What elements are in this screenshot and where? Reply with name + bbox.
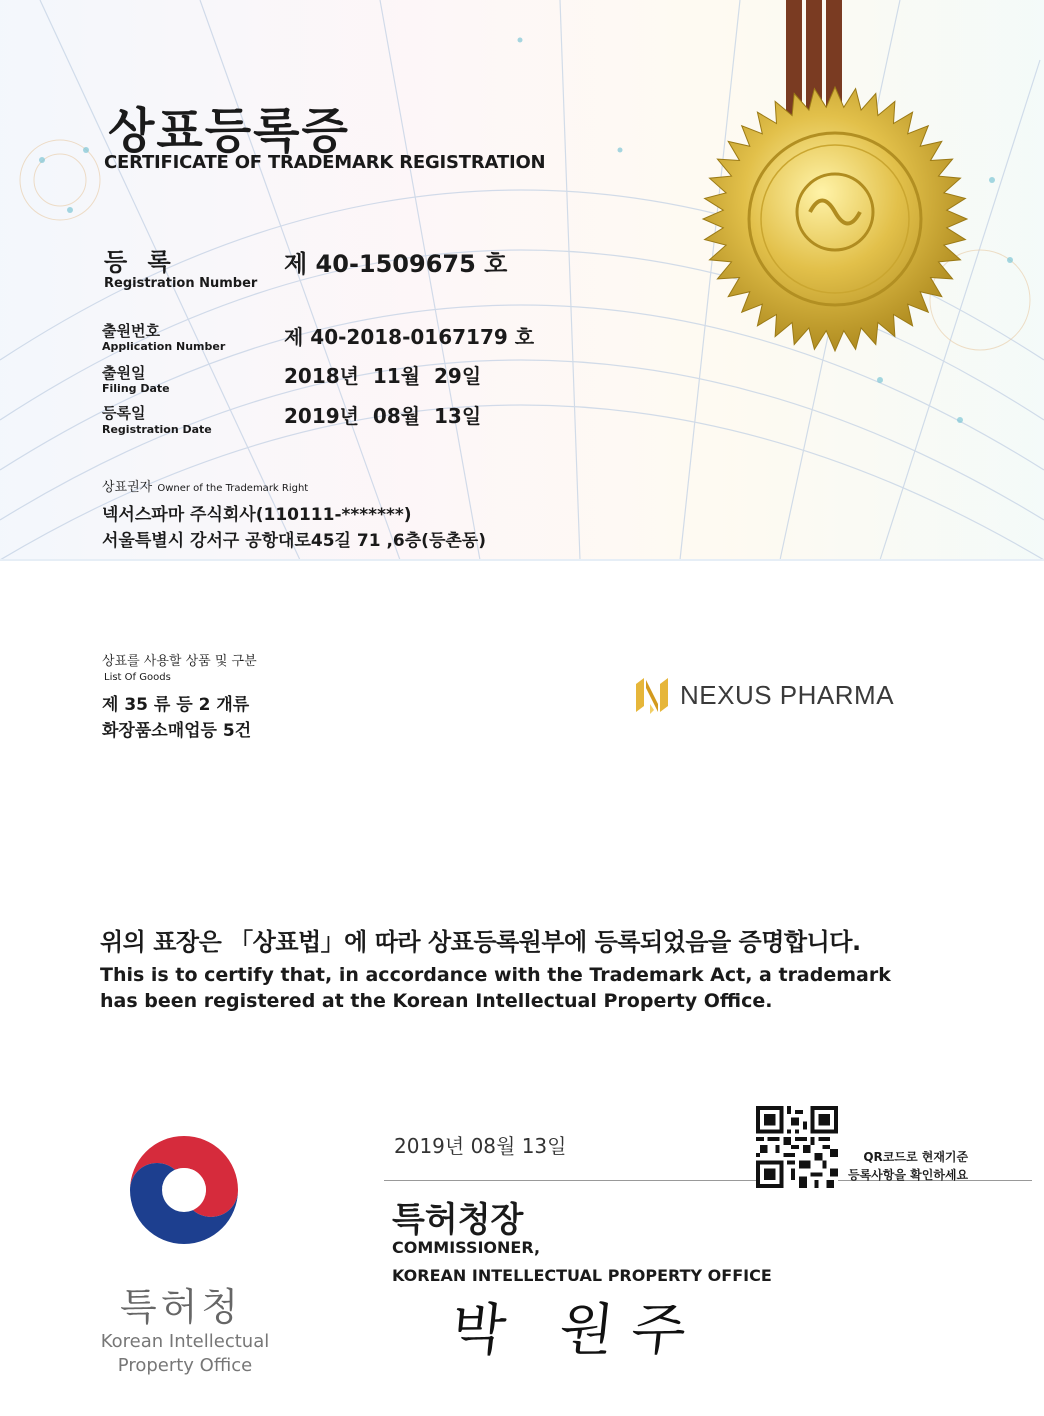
qr-note bbox=[848, 1148, 968, 1184]
kipo-name-en bbox=[90, 1330, 280, 1378]
commissioner-line2: KOREAN INTELLECTUAL PROPERTY OFFICE bbox=[392, 1266, 772, 1285]
owner-label-en: Owner of the Trademark Right bbox=[157, 483, 309, 494]
owner-name: 넥서스파마 주식회사(110111-*******) bbox=[102, 505, 412, 525]
goods-label-en: List Of Goods bbox=[104, 672, 171, 683]
brand-logo bbox=[632, 674, 894, 716]
application-label-kr: 출원번호 bbox=[102, 322, 160, 340]
qr-code-icon[interactable] bbox=[756, 1106, 838, 1188]
owner-address: 서울특별시 강서구 공항대로45길 71 ,6층(등촌동) bbox=[102, 531, 486, 551]
filing-label-en: Filing Date bbox=[102, 382, 170, 395]
application-label-en: Application Number bbox=[102, 340, 226, 353]
certificate-title-kr: 상표등록증 bbox=[108, 103, 350, 159]
commissioner-line1: COMMISSIONER, bbox=[392, 1238, 541, 1257]
qr-note-line1: QR코드로 현재기준 bbox=[863, 1150, 969, 1164]
filing-label-kr: 출원일 bbox=[102, 364, 146, 382]
qr-note-line2: 등록사항을 확인하세요 bbox=[848, 1168, 969, 1182]
nexus-logo-icon bbox=[632, 674, 672, 716]
kipo-name-en-line1: Korean Intellectual bbox=[100, 1331, 270, 1352]
gold-seal-icon bbox=[700, 84, 970, 354]
registration-date-label-kr: 등록일 bbox=[102, 404, 146, 422]
goods-items: 화장품소매업등 5건 bbox=[102, 721, 252, 741]
registration-date: 2019년 08월 13일 bbox=[284, 404, 482, 428]
application-number: 제 40-2018-0167179 호 bbox=[284, 325, 535, 349]
registration-date-label-en: Registration Date bbox=[102, 423, 212, 436]
commissioner-signature: 박 원주 bbox=[448, 1298, 708, 1363]
brand-name: NEXUS PHARMA bbox=[680, 679, 895, 710]
filing-date: 2018년 11월 29일 bbox=[284, 364, 482, 388]
registration-number: 제 40-1509675 호 bbox=[284, 250, 508, 278]
kipo-name-kr: 특허청 bbox=[120, 1285, 243, 1329]
goods-classes: 제 35 류 등 2 개류 bbox=[102, 695, 250, 715]
issue-date: 2019년 08월 13일 bbox=[394, 1134, 567, 1158]
commissioner-title-kr: 특허청장 bbox=[392, 1200, 524, 1240]
goods-label-kr: 상표를 사용할 상품 및 구분 bbox=[102, 654, 257, 669]
certificate-title-en: CERTIFICATE OF TRADEMARK REGISTRATION bbox=[104, 152, 546, 173]
kipo-taegeuk-logo-icon bbox=[122, 1128, 246, 1252]
commissioner-title-en bbox=[392, 1234, 772, 1290]
owner-label-kr: 상표권자 bbox=[102, 480, 153, 495]
registration-label-kr: 등 록 bbox=[104, 248, 177, 276]
statement-kr: 위의 표장은 「상표법」에 따라 상표등록원부에 등록되었음을 증명합니다. bbox=[100, 928, 861, 956]
registration-label-en: Registration Number bbox=[104, 276, 258, 291]
statement-en: This is to certify that, in accordance with the Trademark Act, a trademark has been registered at the Korean Intellectual Property Office. bbox=[100, 964, 891, 1012]
owner-label bbox=[102, 476, 308, 495]
kipo-name-en-line2: Property Office bbox=[117, 1355, 253, 1376]
